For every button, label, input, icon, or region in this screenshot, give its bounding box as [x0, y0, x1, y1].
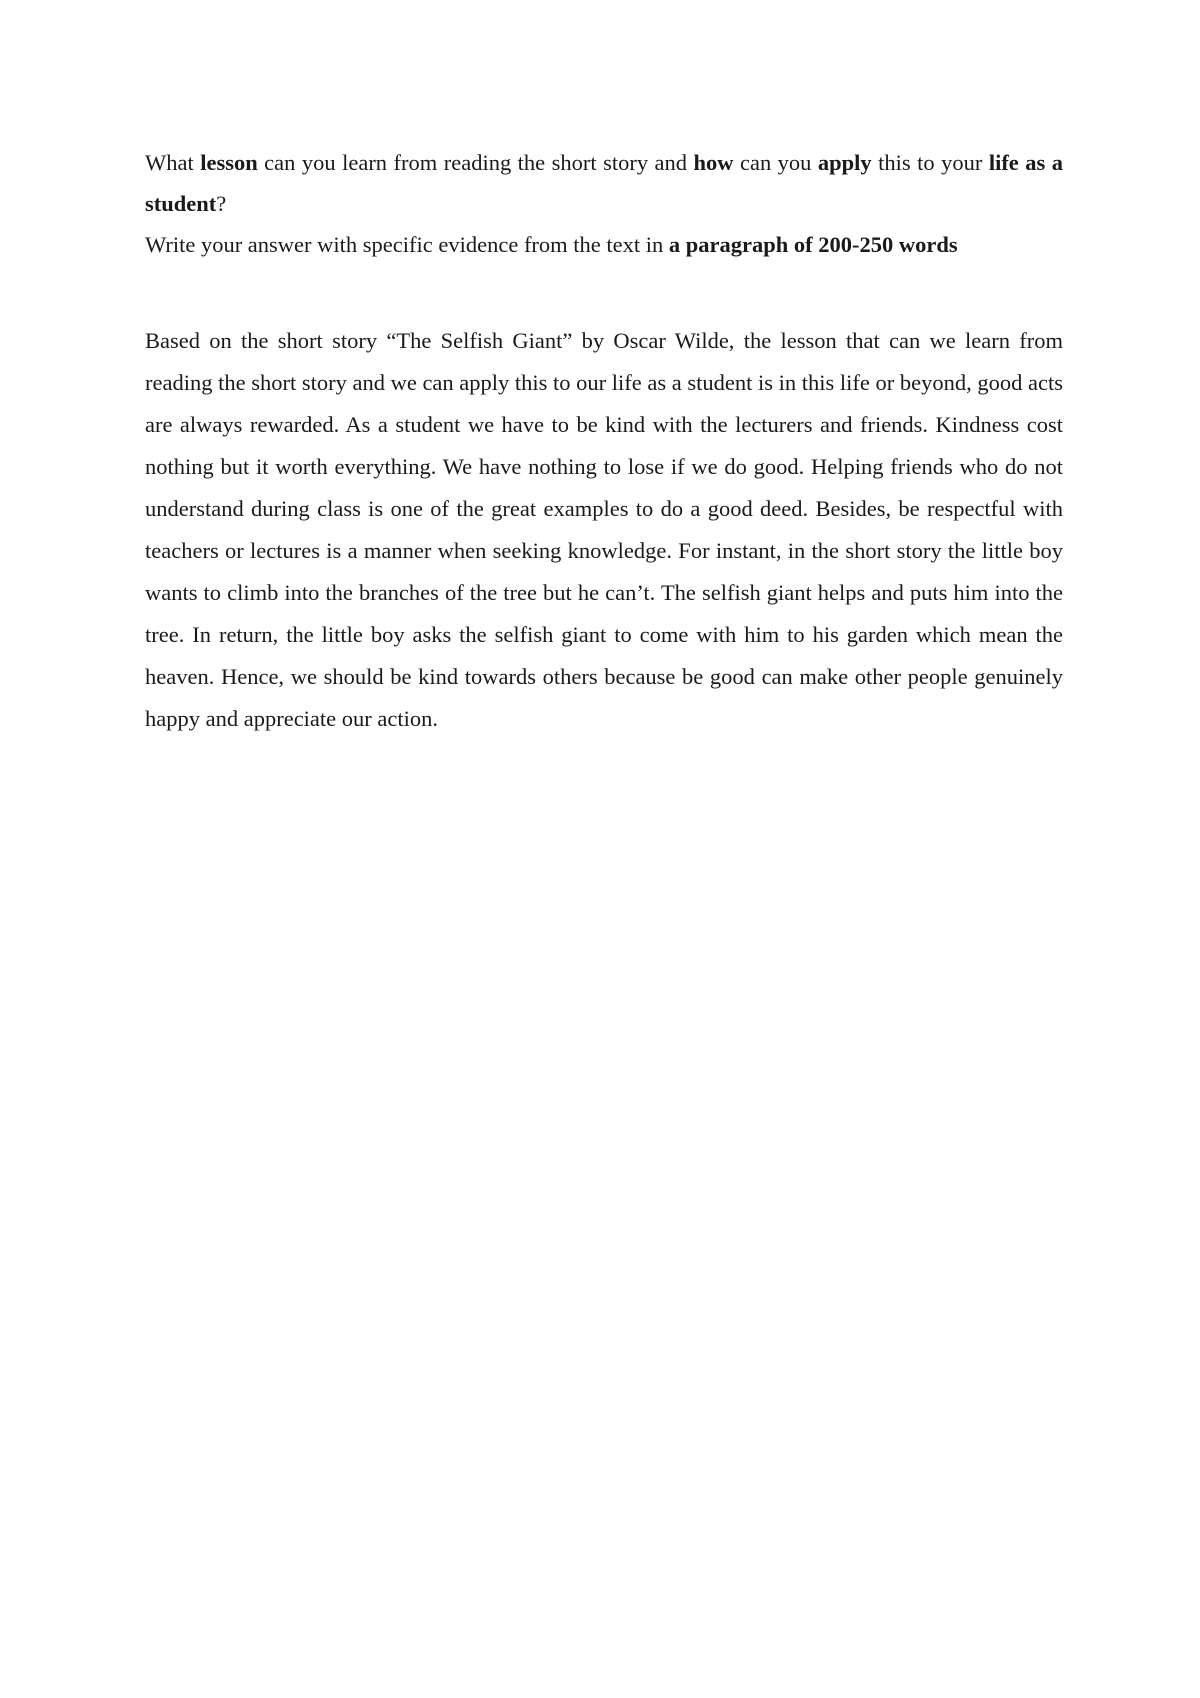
- question-prompt: [145, 142, 1063, 224]
- question-block: [145, 142, 1063, 265]
- question-emphasis: life as a student: [145, 150, 1063, 216]
- answer-block: [145, 320, 1063, 740]
- question-emphasis: apply: [817, 150, 872, 175]
- question-text: ?: [216, 191, 227, 216]
- question-instruction: [145, 224, 1063, 265]
- question-emphasis: lesson: [200, 150, 258, 175]
- question-emphasis: how: [693, 150, 734, 175]
- question-text: What: [145, 150, 201, 175]
- instruction-emphasis: a paragraph of 200-250 words: [668, 232, 958, 257]
- question-text: can you learn from reading the short story and: [257, 150, 694, 175]
- question-text: this to your: [871, 150, 989, 175]
- answer-paragraph: Based on the short story “The Selfish Giant” by Oscar Wilde, the lesson that can we learn from reading the short story and we can apply this to our life as a student is in this life or beyond, good acts are always rewarded. As a student we have to be kind with the lecturers and friends. Kindness cost nothing but it worth everything. We have nothing to lose if we do good. Helping friends who do not understand during class is one of the great examples to do a good deed. Besides, be respectful with teachers or lectures is a manner when seeking knowledge. For instant, in the short story the little boy wants to climb into the branches of the tree but he can’t. The selfish giant helps and puts him into the tree. In return, the little boy asks the selfish giant to come with him to his garden which mean the heaven. Hence, we should be kind towards others because be good can make other people genuinely happy and appreciate our action.: [145, 328, 1063, 731]
- question-text: can you: [733, 150, 818, 175]
- instruction-text: Write your answer with specific evidence from the text in: [145, 232, 669, 257]
